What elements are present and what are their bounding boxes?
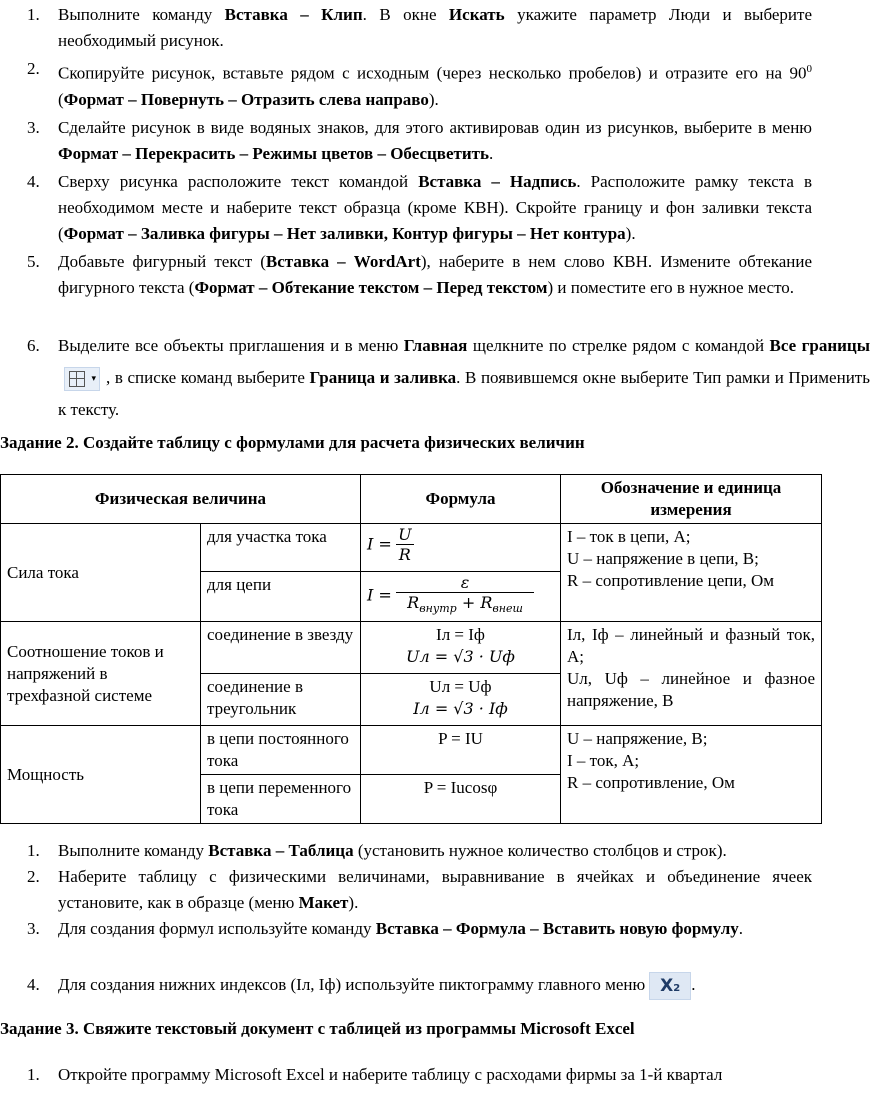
- task-3-heading: Задание 3. Свяжите текстовый документ с таблицей из программы Microsoft Excel: [0, 1019, 635, 1038]
- formula-dc: P = IU: [361, 726, 561, 775]
- list3-item-1: 1. Откройте программу Microsoft Excel и наберите таблицу с расходами фирмы за 1-й квартал: [27, 1065, 723, 1084]
- header-formula: Формула: [361, 475, 561, 524]
- units-current: I – ток в цепи, А; U – напряжение в цепи, В; R – сопротивление цепи, Ом: [561, 524, 822, 622]
- list-number: 4.: [27, 171, 40, 191]
- list-number: 2.: [27, 867, 40, 886]
- units-phase: Iл, Iф – линейный и фазный ток, А; Uл, Uф – линейное и фазное напряжение, В: [561, 622, 822, 726]
- cell-power-r1: в цепи постоянного тока: [201, 726, 361, 775]
- instruction-list-2: [0, 838, 816, 942]
- list-item: 3. Сделайте рисунок в виде водяных знаков, для этого активировав один из рисунков, выберите в меню Формат – Перекрасить – Режимы цветов – Обесцветить.: [0, 115, 816, 167]
- formula-current-section: I = $\frac{U}{R}$: [361, 524, 561, 572]
- cell-phase-r1: соединение в звезду: [201, 622, 361, 674]
- list2-item-4: 4. Для создания нижних индексов (Iл, Iф) используйте пиктограмму главного меню X2 .: [0, 972, 874, 1000]
- list-number: 1.: [27, 841, 40, 860]
- list-item: 1. Выполните команду Вставка – Таблица (установить нужное количество столбцов и строк).: [0, 838, 816, 864]
- formula-current-circuit: I = $\frac{\varepsilon}{R_{внутр} + R_{внеш}}$: [361, 572, 561, 622]
- instruction-list-1: [0, 2, 816, 303]
- list-number: 2.: [27, 59, 40, 78]
- cell-current-r2: для цепи: [201, 572, 361, 622]
- header-quantity: Физическая величина: [1, 475, 361, 524]
- list-item-6: 6. Выделите все объекты приглашения и в меню Главная щелкните по стрелке рядом с командой Все границы ▾ , в списке команд выберите Граница и заливка. В появившемся окне выберите Тип рамки и Применить к тексту.: [0, 330, 874, 426]
- list-item: 3. Для создания формул используйте команду Вставка – Формула – Вставить новую формулу.: [0, 916, 816, 942]
- list-item: 5. Добавьте фигурный текст (Вставка – WordArt), наберите в нем слово КВН. Измените обтекание фигурного текста (Формат – Обтекание текстом – Перед текстом) и поместите его в нужное место.: [0, 249, 816, 301]
- list-number: 6.: [27, 336, 40, 355]
- all-borders-icon: ▾: [64, 367, 100, 391]
- cell-phase-r2: соединение в треугольник: [201, 674, 361, 726]
- header-units: Обозначение и единица измерения: [561, 475, 822, 524]
- task-2-heading: Задание 2. Создайте таблицу с формулами для расчета физических величин: [0, 433, 585, 452]
- list-item: 1. Выполните команду Вставка – Клип. В окне Искать укажите параметр Люди и выберите необходимый рисунок.: [0, 2, 816, 54]
- subscript-icon: X2: [649, 972, 691, 1000]
- list-number: 3.: [27, 117, 40, 137]
- cell-phase: Соотношение токов и напряжений в трехфазной системе: [1, 622, 201, 726]
- units-power: U – напряжение, В; I – ток, А; R – сопротивление, Ом: [561, 726, 822, 824]
- list-number: 3.: [27, 919, 40, 938]
- formula-star: Iл = Iф Uл = √3 · Uф: [361, 622, 561, 674]
- list-item: 2. Наберите таблицу с физическими величинами, выравнивание в ячейках и объединение ячеек установите, как в образце (меню Макет).: [0, 864, 816, 916]
- cell-power-r2: в цепи переменного тока: [201, 775, 361, 824]
- list-number: 5.: [27, 251, 40, 271]
- physics-table: [0, 474, 822, 824]
- cell-current-r1: для участка тока: [201, 524, 361, 572]
- list-item: 4. Сверху рисунка расположите текст командой Вставка – Надпись. Расположите рамку текста в необходимом месте и наберите текст образца (кроме КВН). Скройте границу и фон заливки текста (Формат – Заливка фигуры – Нет заливки, Контур фигуры – Нет контура).: [0, 169, 816, 247]
- formula-delta: Uл = Uф Iл = √3 · Iф: [361, 674, 561, 726]
- list-number: 1.: [27, 5, 40, 24]
- list-item: 2. Скопируйте рисунок, вставьте рядом с исходным (через несколько пробелов) и отразите его на $90^0$ (Формат – Повернуть – Отразить слева направо).: [0, 56, 816, 113]
- cell-current: Сила тока: [1, 524, 201, 622]
- formula-ac: P = Iucosφ: [361, 775, 561, 824]
- cell-power: Мощность: [1, 726, 201, 824]
